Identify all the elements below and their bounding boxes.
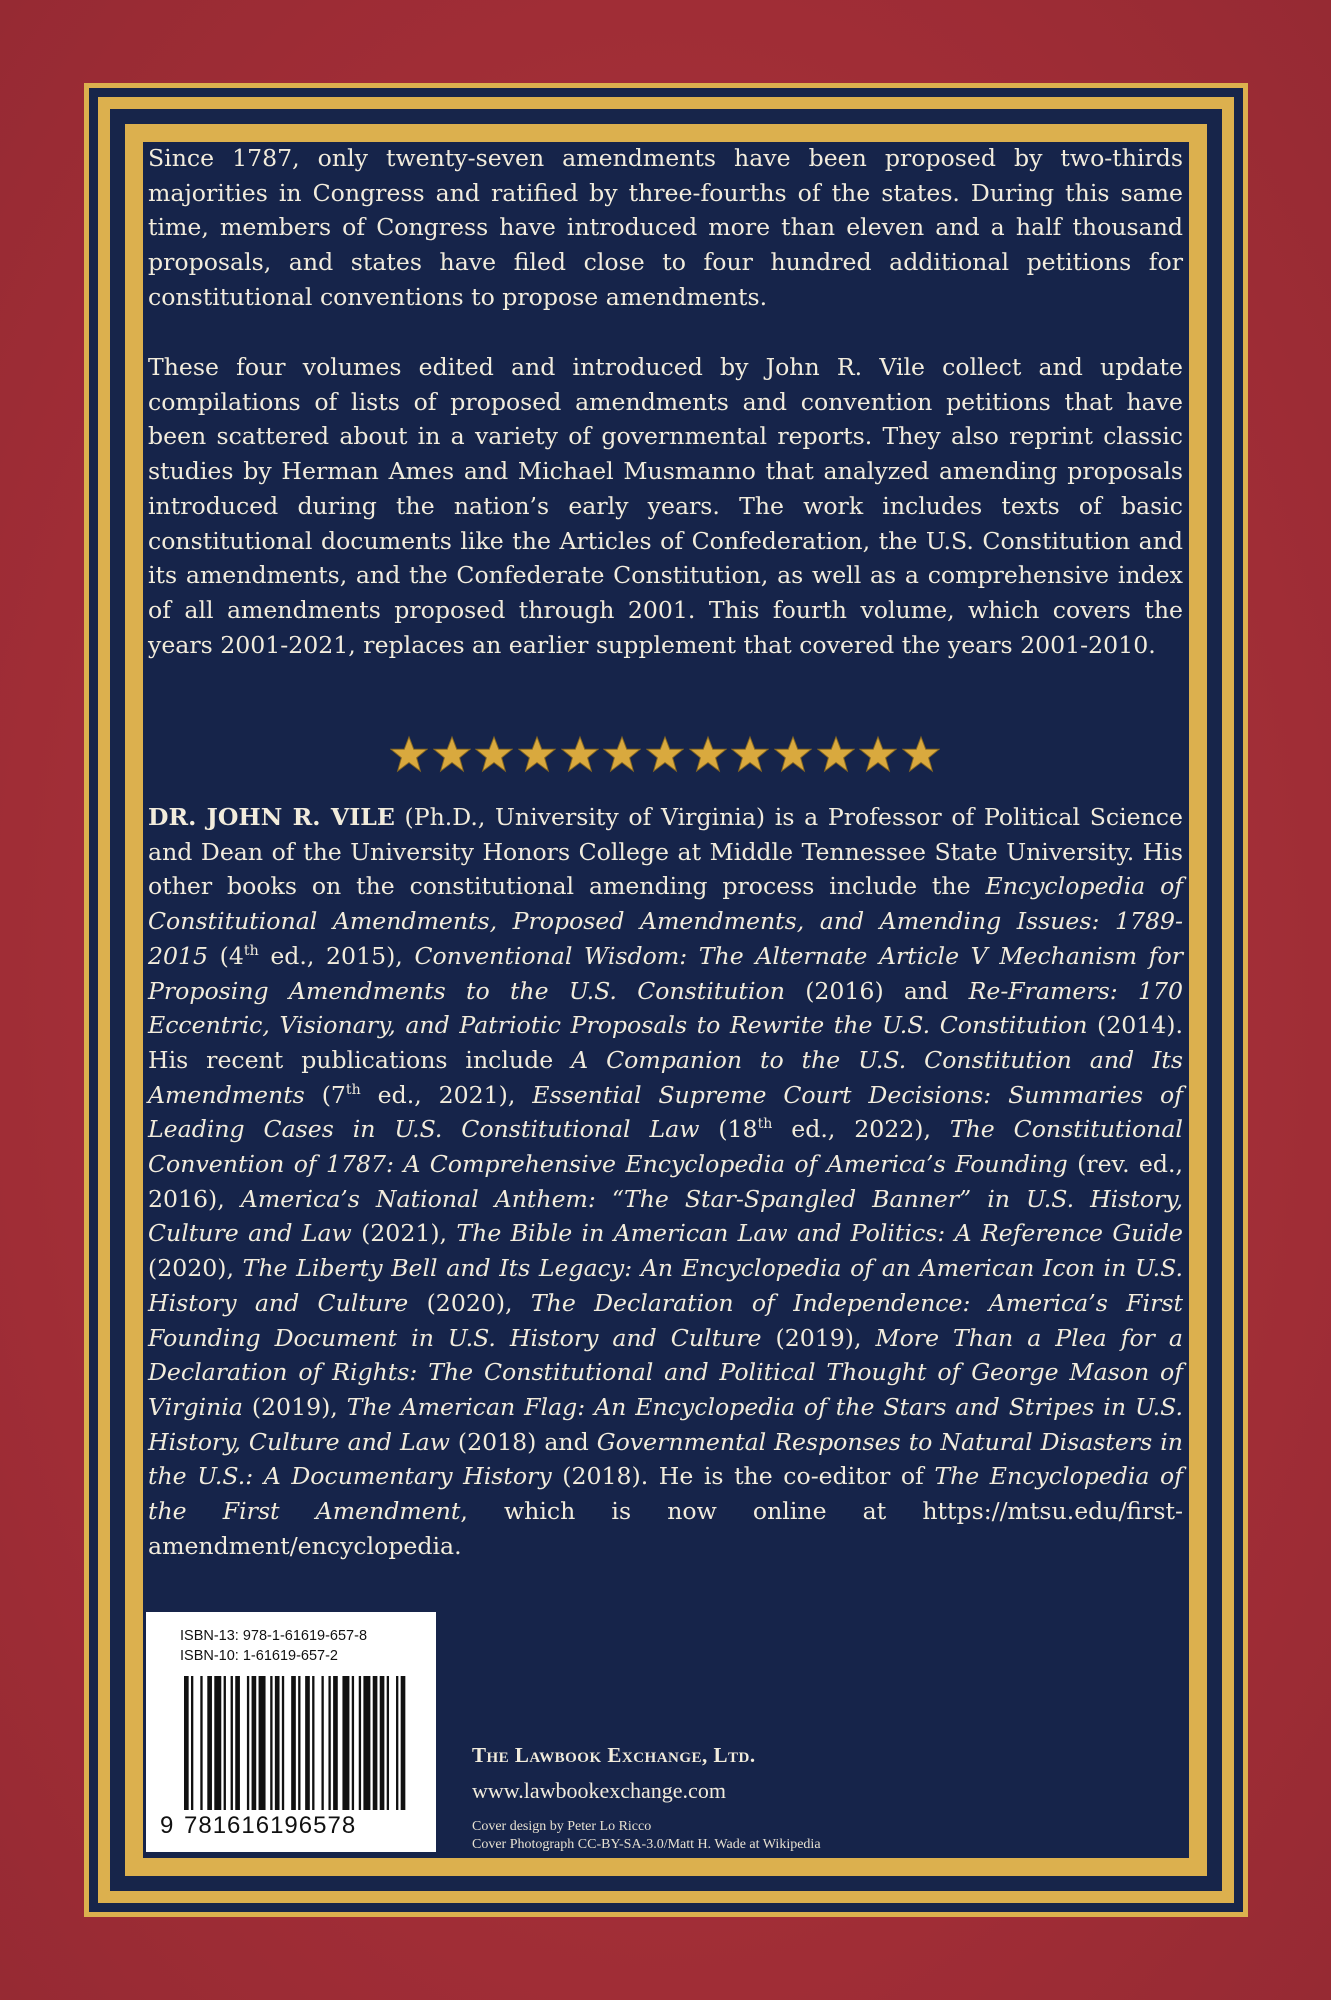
barcode-bar [270, 1676, 272, 1810]
book-title: More Than a Plea for a Declaration of Rights: The Constitutional and Political Thought of George Mason of Virginia [148, 1323, 1183, 1421]
star-icon [433, 735, 471, 773]
barcode [184, 1676, 410, 1810]
star-divider [390, 735, 940, 779]
star-icon [731, 735, 769, 773]
publisher-url: www.lawbookexchange.com [472, 1778, 726, 1803]
barcode-bar [380, 1676, 385, 1810]
barcode-bar [342, 1676, 349, 1810]
star-icon [774, 735, 812, 773]
barcode-bar [247, 1676, 249, 1810]
book-title: America’s National Anthem: “The Star-Spangled Banner” in U.S. History, Culture and Law [148, 1184, 1183, 1248]
isbn-13: ISBN-13: 978-1-61619-657-8 [180, 1628, 368, 1644]
star-icon [603, 735, 641, 773]
barcode-bar [328, 1676, 330, 1810]
book-title: A Companion to the U.S. Constitution and Its Amendments [148, 1045, 1183, 1109]
barcode-bar [224, 1676, 226, 1810]
barcode-bar [312, 1676, 314, 1810]
star-icon [817, 735, 855, 773]
publisher-name: The Lawbook Exchange, Ltd. [472, 1743, 756, 1767]
book-title: The Liberty Bell and Its Legacy: An Encyclopedia of an American Icon in U.S. History and Culture [148, 1254, 1183, 1317]
book-title: Conventional Wisdom: The Alternate Article V Mechanism for Proposing Amendments to the U.S. Constitution [148, 941, 1183, 1005]
book-title: Encyclopedia of Constitutional Amendments, Proposed Amendments, and Amending Issues: 1789-2015 [148, 872, 1184, 970]
barcode-bar [359, 1676, 361, 1810]
barcode-bar [207, 1676, 212, 1810]
star-icon [475, 735, 513, 773]
book-title: The American Flag: An Encyclopedia of the Stars and Stripes in U.S. History, Culture and Law [148, 1392, 1183, 1456]
book-title: Essential Supreme Court Decisions: Summaries of Leading Cases in U.S. Constitutional Law [148, 1080, 1183, 1144]
star-icon [646, 735, 684, 773]
barcode-bar [333, 1676, 338, 1810]
isbn-barcode-box [146, 1612, 436, 1852]
barcode-bar [282, 1676, 284, 1810]
barcode-bar [291, 1676, 296, 1810]
barcode-bar [298, 1676, 300, 1810]
book-title: The Constitutional Convention of 1787: A Comprehensive Encyclopedia of America’s Founding [148, 1115, 1183, 1179]
barcode-bar [321, 1676, 323, 1810]
barcode-bar [259, 1676, 266, 1810]
barcode-bar [352, 1676, 354, 1810]
barcode-bar [401, 1676, 406, 1810]
barcode-bar [191, 1676, 193, 1810]
barcode-bar [200, 1676, 202, 1810]
book-title: Governmental Responses to Natural Disasters in the U.S.: A Documentary History [148, 1427, 1183, 1491]
volumes-paragraph: These four volumes edited and introduced by John R. Vile collect and update compilations of lists of proposed amendments and convention petitions that have been scattered about in a variety of governmental reports. They also reprint classic studies by Herman Ames and Michael Musmanno that analyzed amending proposals introduced during the nation’s early years. The work includes texts of basic constitutional documents like the Articles of Confederation, the U.S. Constitution and its amendments, and the Confederate Constitution, as well as a comprehensive index of all amendments proposed through 2001. This fourth volume, which covers the years 2001-2021, replaces an earlier supplement that covered the years 2001-2010. [148, 353, 1183, 659]
book-title: The Encyclopedia of the First Amendment [148, 1462, 1183, 1526]
barcode-bar [235, 1676, 240, 1810]
barcode-bar [305, 1676, 310, 1810]
star-icon [390, 735, 428, 773]
barcode-digits: 9 781616196578 [160, 1812, 357, 1839]
star-icon [859, 735, 897, 773]
intro-paragraph: Since 1787, only twenty-seven amendments have been proposed by two-thirds majorities in Congress and ratified by three-fourths of the states. During this same time, members of Congress have introduced more than eleven and a half thousand proposals, and states have filed close to four hundred additional petitions for constitutional conventions to propose amendments. [148, 144, 1183, 311]
barcode-bar [363, 1676, 370, 1810]
barcode-bar [184, 1676, 189, 1810]
book-title: The Bible in American Law and Politics: A Reference Guide [456, 1219, 1183, 1248]
star-icon [689, 735, 727, 773]
star-icon [518, 735, 556, 773]
book-title: The Declaration of Independence: America’s First Founding Document in U.S. History and Culture [148, 1288, 1183, 1352]
barcode-bar [252, 1676, 257, 1810]
star-icon [561, 735, 599, 773]
author-bio: DR. JOHN R. VILE (Ph.D., University of Virginia) is a Professor of Political Science and Dean of the University Honors College at Middle Tennessee State University. His other books on the constitutional amending process include the Encyclopedia of Constitutional Amendments, Proposed Amendments, and Amending Issues: 1789-2015 (4th ed., 2015), Conventional Wisdom: The Alternate Article V Mechanism for Proposing Amendments to the U.S. Constitution (2016) and Re-Framers: 170 Eccentric, Visionary, and Patriotic Proposals to Rewrite the U.S. Constitution (2014). His recent publications include A Companion to the U.S. Constitution and Its Amendments (7th ed., 2021), Essential Supreme Court Decisions: Summaries of Leading Cases in U.S. Constitutional Law (18th ed., 2022), The Constitutional Convention of 1787: A Comprehensive Encyclopedia of America’s Founding (rev. ed., 2016), America’s National Anthem: “The Star-Spangled Banner” in U.S. History, Culture and Law (2021), The Bible in American Law and Politics: A Reference Guide (2020), The Liberty Bell and Its Legacy: An Encyclopedia of an American Icon in U.S. History and Culture (2020), The Declaration of Independence: America’s First Founding Document in U.S. History and Culture (2019), More Than a Plea for a Declaration of Rights: The Constitutional and Political Thought of George Mason of Virginia (2019), The American Flag: An Encyclopedia of the Stars and Stripes in U.S. History, Culture and Law (2018) and Governmental Responses to Natural Disasters in the U.S.: A Documentary History (2018). He is the co-editor of The Encyclopedia of the First Amendment, which is now online at https://mtsu.edu/first-amendment/encyclopedia. [148, 803, 1184, 1560]
barcode-bar [387, 1676, 389, 1810]
barcode-bar [373, 1676, 378, 1810]
cover-photo-credit: Cover Photograph CC-BY-SA-3.0/Matt H. Wade at Wikipedia [472, 1837, 821, 1852]
star-icon [902, 735, 940, 773]
barcode-bar [396, 1676, 398, 1810]
isbn-10: ISBN-10: 1-61619-657-2 [180, 1648, 338, 1664]
cover-design-credit: Cover design by Peter Lo Ricco [472, 1819, 652, 1834]
author-name: DR. JOHN R. VILE [148, 803, 395, 831]
barcode-bar [231, 1676, 233, 1810]
barcode-bar [275, 1676, 280, 1810]
barcode-bar [214, 1676, 221, 1810]
book-title: Re-Framers: 170 Eccentric, Visionary, and Patriotic Proposals to Rewrite the U.S. Constitution [148, 976, 1183, 1040]
